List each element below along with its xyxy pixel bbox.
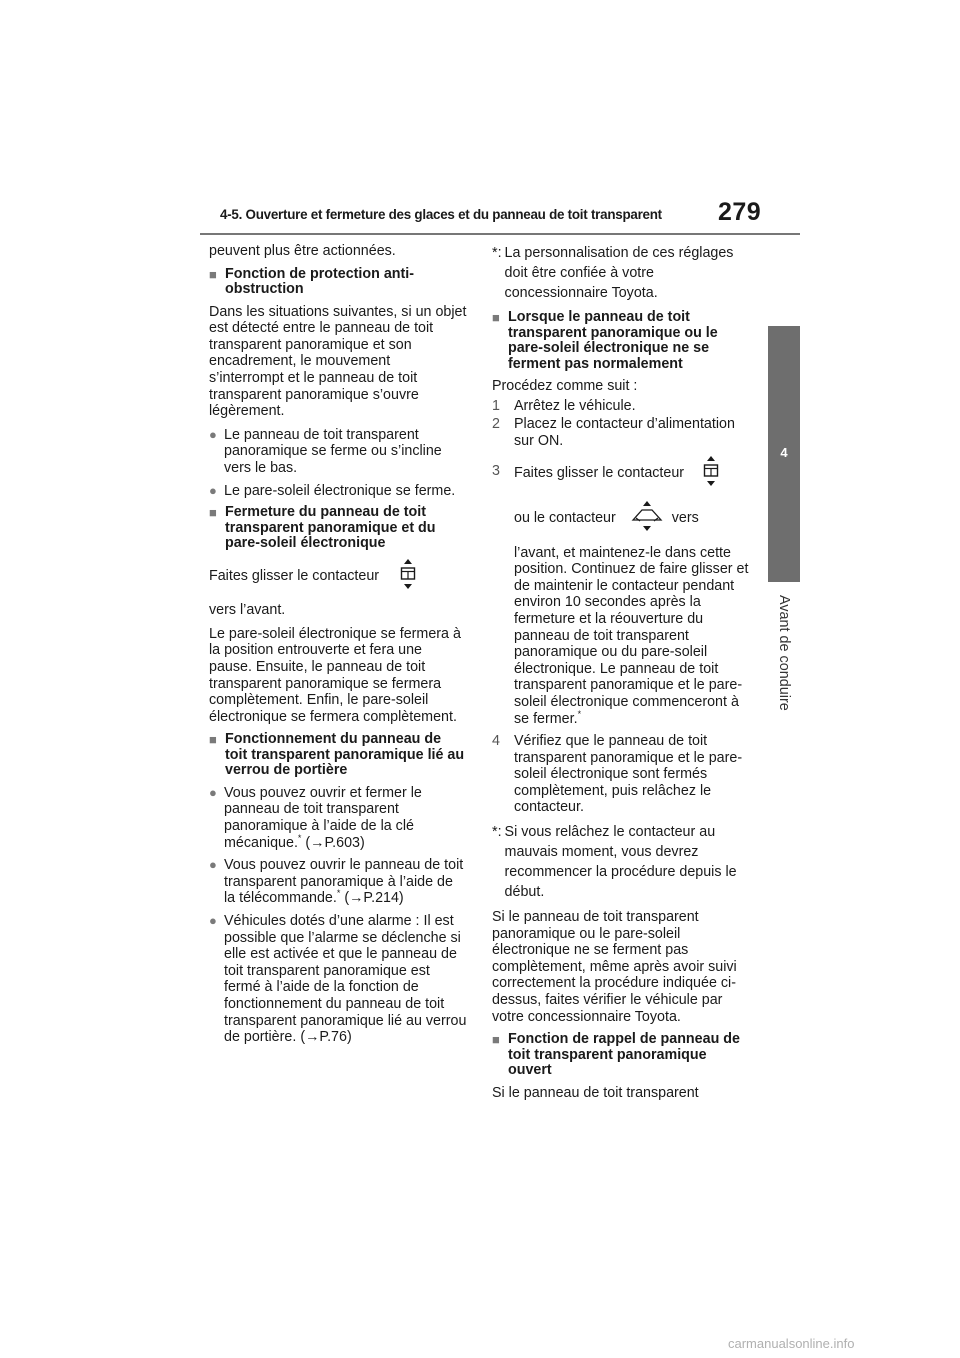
bullet-item (209, 785, 467, 851)
subheading-text: Fonctionnement du panneau de toit transparent panoramique lié au verrou de portière (225, 731, 465, 779)
footnote (492, 243, 750, 303)
paragraph: Si le panneau de toit transparent panoramique ou le pare-soleil électronique ne se ferment pas complètement, même après avoir suivi correctement la procédure indiquée ci-dessus, faites vérifier le véhicule par votre concessionnaire Toyota. (492, 909, 737, 1025)
page-reference: (→P.76) (300, 1029, 352, 1046)
step-number: 4 (492, 733, 500, 750)
step-text: vers (671, 509, 699, 526)
right-column (492, 243, 750, 1108)
footnote (492, 822, 750, 902)
subheading (209, 267, 467, 298)
subheading (209, 505, 467, 552)
subheading (492, 310, 750, 372)
paragraph: Procédez comme suit : (492, 378, 638, 394)
square-bullet-icon: ■ (492, 310, 500, 325)
paragraph: Le pare-soleil électronique se fermera à la position entrouverte et fera une pause. Ensuite, le panneau de toit transparent panoramique se fermera complètement. Enfin, le pare-soleil électronique se fermera complètement. (209, 625, 461, 725)
page-number: 279 (718, 198, 762, 226)
header-rule (200, 233, 800, 235)
footnote-text: Si vous relâchez le contacteur au mauvais moment, vous devrez recommencer la procédure depuis le début. (504, 824, 737, 901)
subheading-text: Lorsque le panneau de toit transparent panoramique ou le pare-soleil électronique ne se ferment pas normalement (508, 309, 718, 372)
step-text: ou le contacteur (514, 509, 616, 526)
chapter-number: 4 (780, 445, 788, 460)
page-reference: (→P.603) (305, 834, 365, 851)
circle-bullet-icon: ● (209, 913, 217, 929)
bullet-text: Vous pouvez ouvrir le panneau de toit transparent panoramique à l’aide de la télécommande. (224, 857, 464, 907)
square-bullet-icon: ■ (492, 1032, 500, 1048)
step-number: 2 (492, 416, 500, 433)
bullet-text: Le panneau de toit transparent panoramique se ferme ou s’incline vers le bas. (224, 426, 442, 476)
step-text: Placez le contacteur d’alimentation sur ON. (514, 416, 735, 449)
bullet-text: Vous pouvez ouvrir et fermer le panneau de toit transparent panoramique à l’aide de la clé mécanique. (224, 784, 422, 851)
subheading-text: Fermeture du panneau de toit transparent panoramique et du pare-soleil électronique (225, 504, 436, 552)
footnote-text: La personnalisation de ces réglages doit être confiée à votre concessionnaire Toyota. (504, 245, 734, 301)
step-text: Faites glisser le contacteur (514, 465, 685, 482)
footnote-mark: *: (492, 245, 502, 261)
footnote-mark: *: (492, 824, 502, 841)
watermark: carmanualsonline.info (728, 1336, 855, 1351)
paragraph: vers l’avant. (209, 602, 286, 619)
subheading (492, 1032, 750, 1079)
bullet-text: Le pare-soleil électronique se ferme. (224, 482, 456, 499)
bullet-text: Véhicules dotés d’une alarme : Il est possible que l’alarme se déclenche si elle est activée et que le panneau de toit transparent panoramique est fermé à l’aide de la fonction de fonctionnement du panneau de toit transparent panoramique lié au verrou de portière. (224, 913, 467, 1046)
asterisk-mark: * (336, 888, 341, 899)
step-item (492, 455, 750, 727)
step-number: 1 (492, 397, 500, 414)
step-number: 3 (492, 463, 500, 480)
step-item (492, 733, 750, 816)
page-reference: (→P.214) (344, 890, 404, 907)
sunshade-switch-icon (630, 500, 664, 537)
bullet-item (209, 427, 467, 477)
page-header-title: 4-5. Ouverture et fermeture des glaces et du panneau de toit transparent (220, 207, 662, 222)
square-bullet-icon: ■ (209, 505, 217, 521)
step-item (492, 416, 750, 449)
circle-bullet-icon: ● (209, 482, 217, 498)
subheading-text: Fonction de rappel de panneau de toit transparent panoramique ouvert (508, 1031, 740, 1079)
asterisk-mark: * (297, 832, 302, 843)
chapter-label: Avant de conduire (776, 595, 792, 711)
circle-bullet-icon: ● (209, 426, 217, 442)
instruction-text: Faites glisser le contacteur (209, 567, 380, 584)
step-text: Arrêtez le véhicule. (514, 397, 636, 414)
paragraph: Si le panneau de toit transparent (492, 1084, 699, 1101)
roof-switch-icon (700, 455, 722, 492)
square-bullet-icon: ■ (209, 266, 217, 282)
circle-bullet-icon: ● (209, 784, 217, 800)
step-item (492, 398, 750, 415)
subheading (209, 732, 467, 779)
step-text: Vérifiez que le panneau de toit transparent panoramique et le pare-soleil électronique sont fermés complètement, puis relâchez le contacteur. (514, 733, 743, 816)
roof-switch-icon (397, 558, 419, 595)
paragraph: Dans les situations suivantes, si un objet est détecté entre le panneau de toit transparent panoramique et son encadrement, le mouvement s’interrompt et le panneau de toit transparent panoramique s’ouvre légèrement. (209, 303, 467, 420)
step-text: l’avant, et maintenez-le dans cette position. Continuez de faire glisser et de maintenir le contacteur pendant environ 10 secondes après la fermeture et la réouverture du panneau de toit transparent panoramique ou du pare-soleil électronique. Le panneau de toit transparent panoramique et le pare-soleil électronique commenceront à se fermer. (514, 544, 749, 727)
switch-instruction (514, 500, 750, 537)
chapter-tab (768, 326, 800, 582)
left-column (209, 243, 467, 1052)
bullet-item (209, 483, 467, 500)
switch-instruction (209, 558, 467, 595)
circle-bullet-icon: ● (209, 857, 217, 873)
square-bullet-icon: ■ (209, 732, 217, 748)
paragraph: peuvent plus être actionnées. (209, 243, 396, 259)
bullet-item (209, 857, 467, 907)
asterisk-mark: * (577, 708, 582, 719)
bullet-item (209, 913, 467, 1046)
subheading-text: Fonction de protection anti-obstruction (225, 265, 415, 298)
switch-instruction (514, 455, 750, 492)
